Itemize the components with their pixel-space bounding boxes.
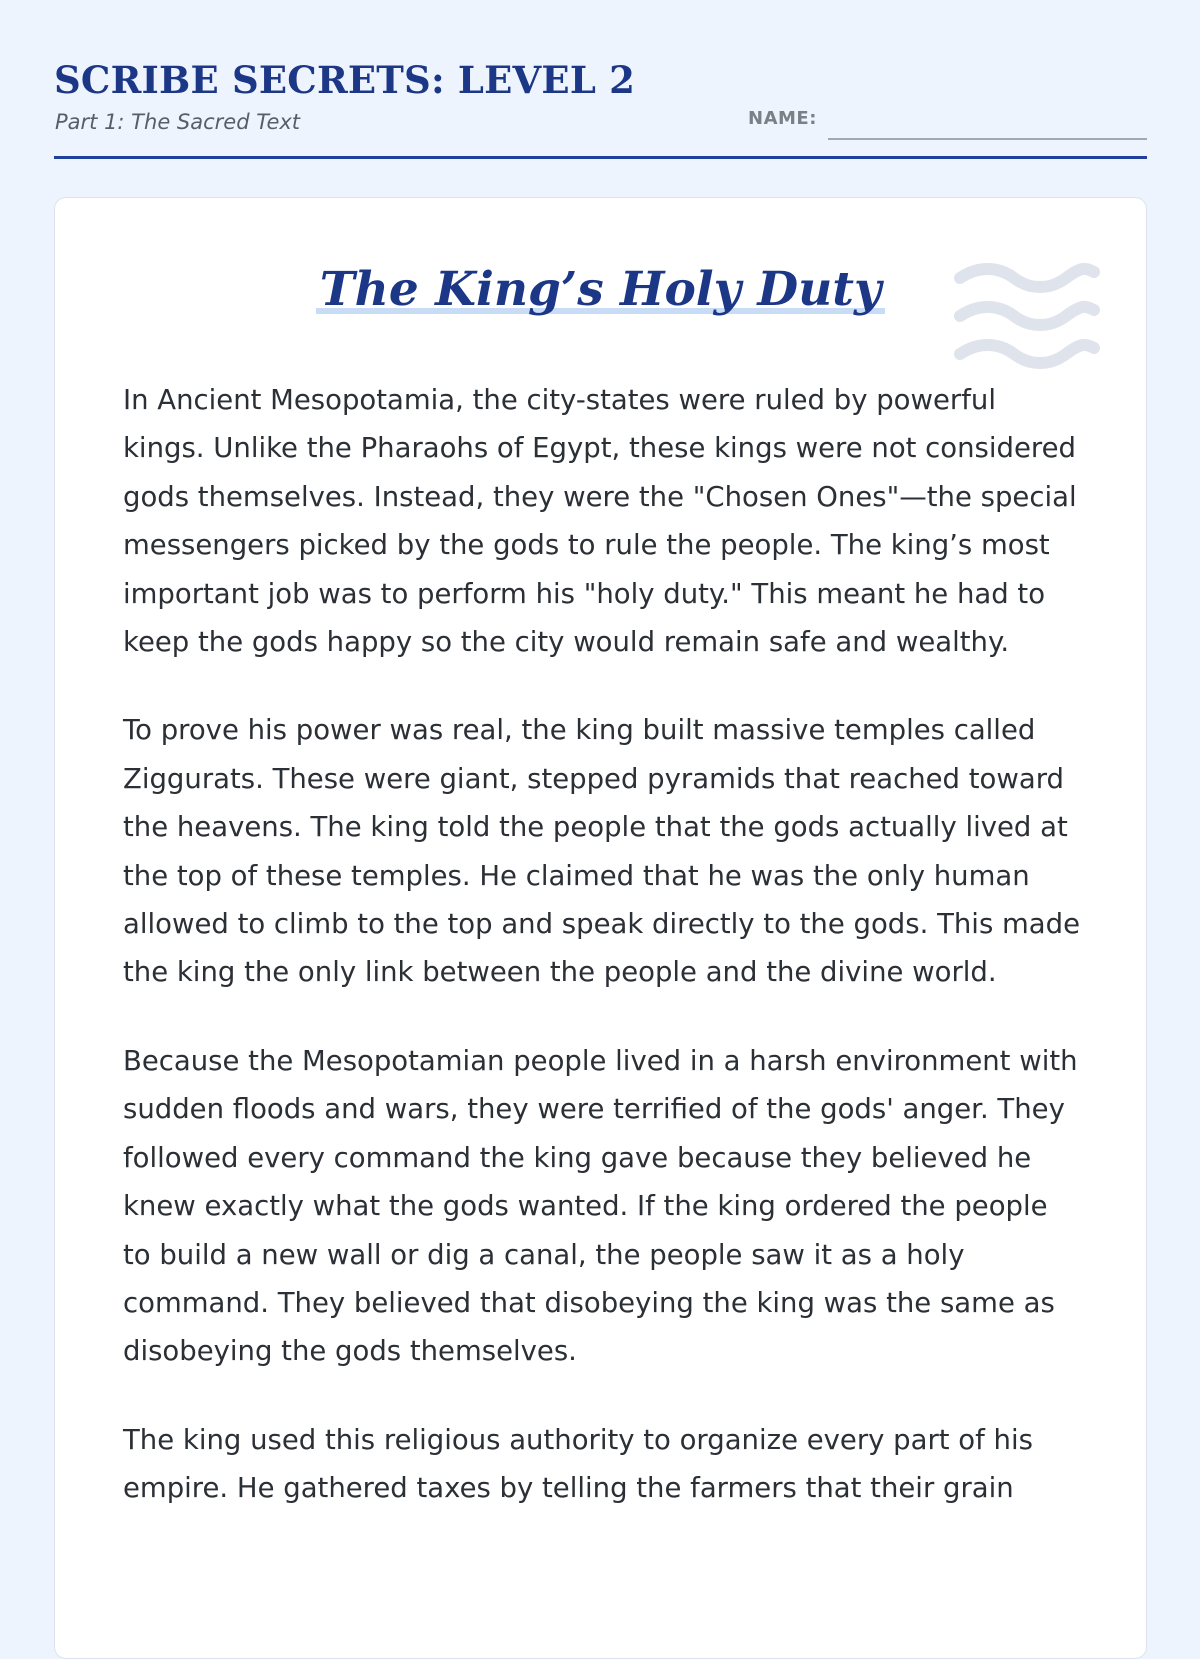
story-paragraph-2: To prove his power was real, the king built massive temples called Ziggurats. These were giant, stepped pyramids that reached toward the heavens. The king told the people that the gods actually lived at the top of these temples. He claimed that he was the only human allowed to climb to the top and speak directly to the gods. This made the king the only link between the people and the divine world. [123, 714, 1081, 989]
reading-card [54, 197, 1147, 1659]
story-body [123, 376, 1083, 1553]
story-paragraph-4: The king used this religious authority to organize every part of his empire. He gathered taxes by telling the farmers that their grain [123, 1423, 1033, 1505]
story-paragraph-1: In Ancient Mesopotamia, the city-states were ruled by powerful kings. Unlike the Pharaohs of Egypt, these kings were not considered gods themselves. Instead, they were the "Chosen Ones"—the special messengers picked by the gods to rule the people. The king’s most important job was to perform his "holy duty." This meant he had to keep the gods happy so the city would remain safe and wealthy. [123, 384, 1077, 659]
story-title-text: The King’s Holy Duty [316, 262, 886, 317]
worksheet-subtitle: Part 1: The Sacred Text [55, 110, 301, 134]
worksheet-title: SCRIBE SECRETS: LEVEL 2 [54, 58, 636, 102]
story-title [55, 262, 1146, 317]
story-paragraph-3: Because the Mesopotamian people lived in a harsh environment with sudden floods and wars, they were terrified of the gods' anger. They followed every command the king gave because they believed he knew exactly what the gods wanted. If the king ordered the people to build a new wall or dig a canal, the people saw it as a holy command. They believed that disobeying the king was the same as disobeying the gods themselves. [123, 1044, 1078, 1368]
name-label: NAME: [748, 108, 817, 129]
name-field[interactable] [828, 138, 1147, 140]
worksheet-header [54, 56, 1147, 159]
